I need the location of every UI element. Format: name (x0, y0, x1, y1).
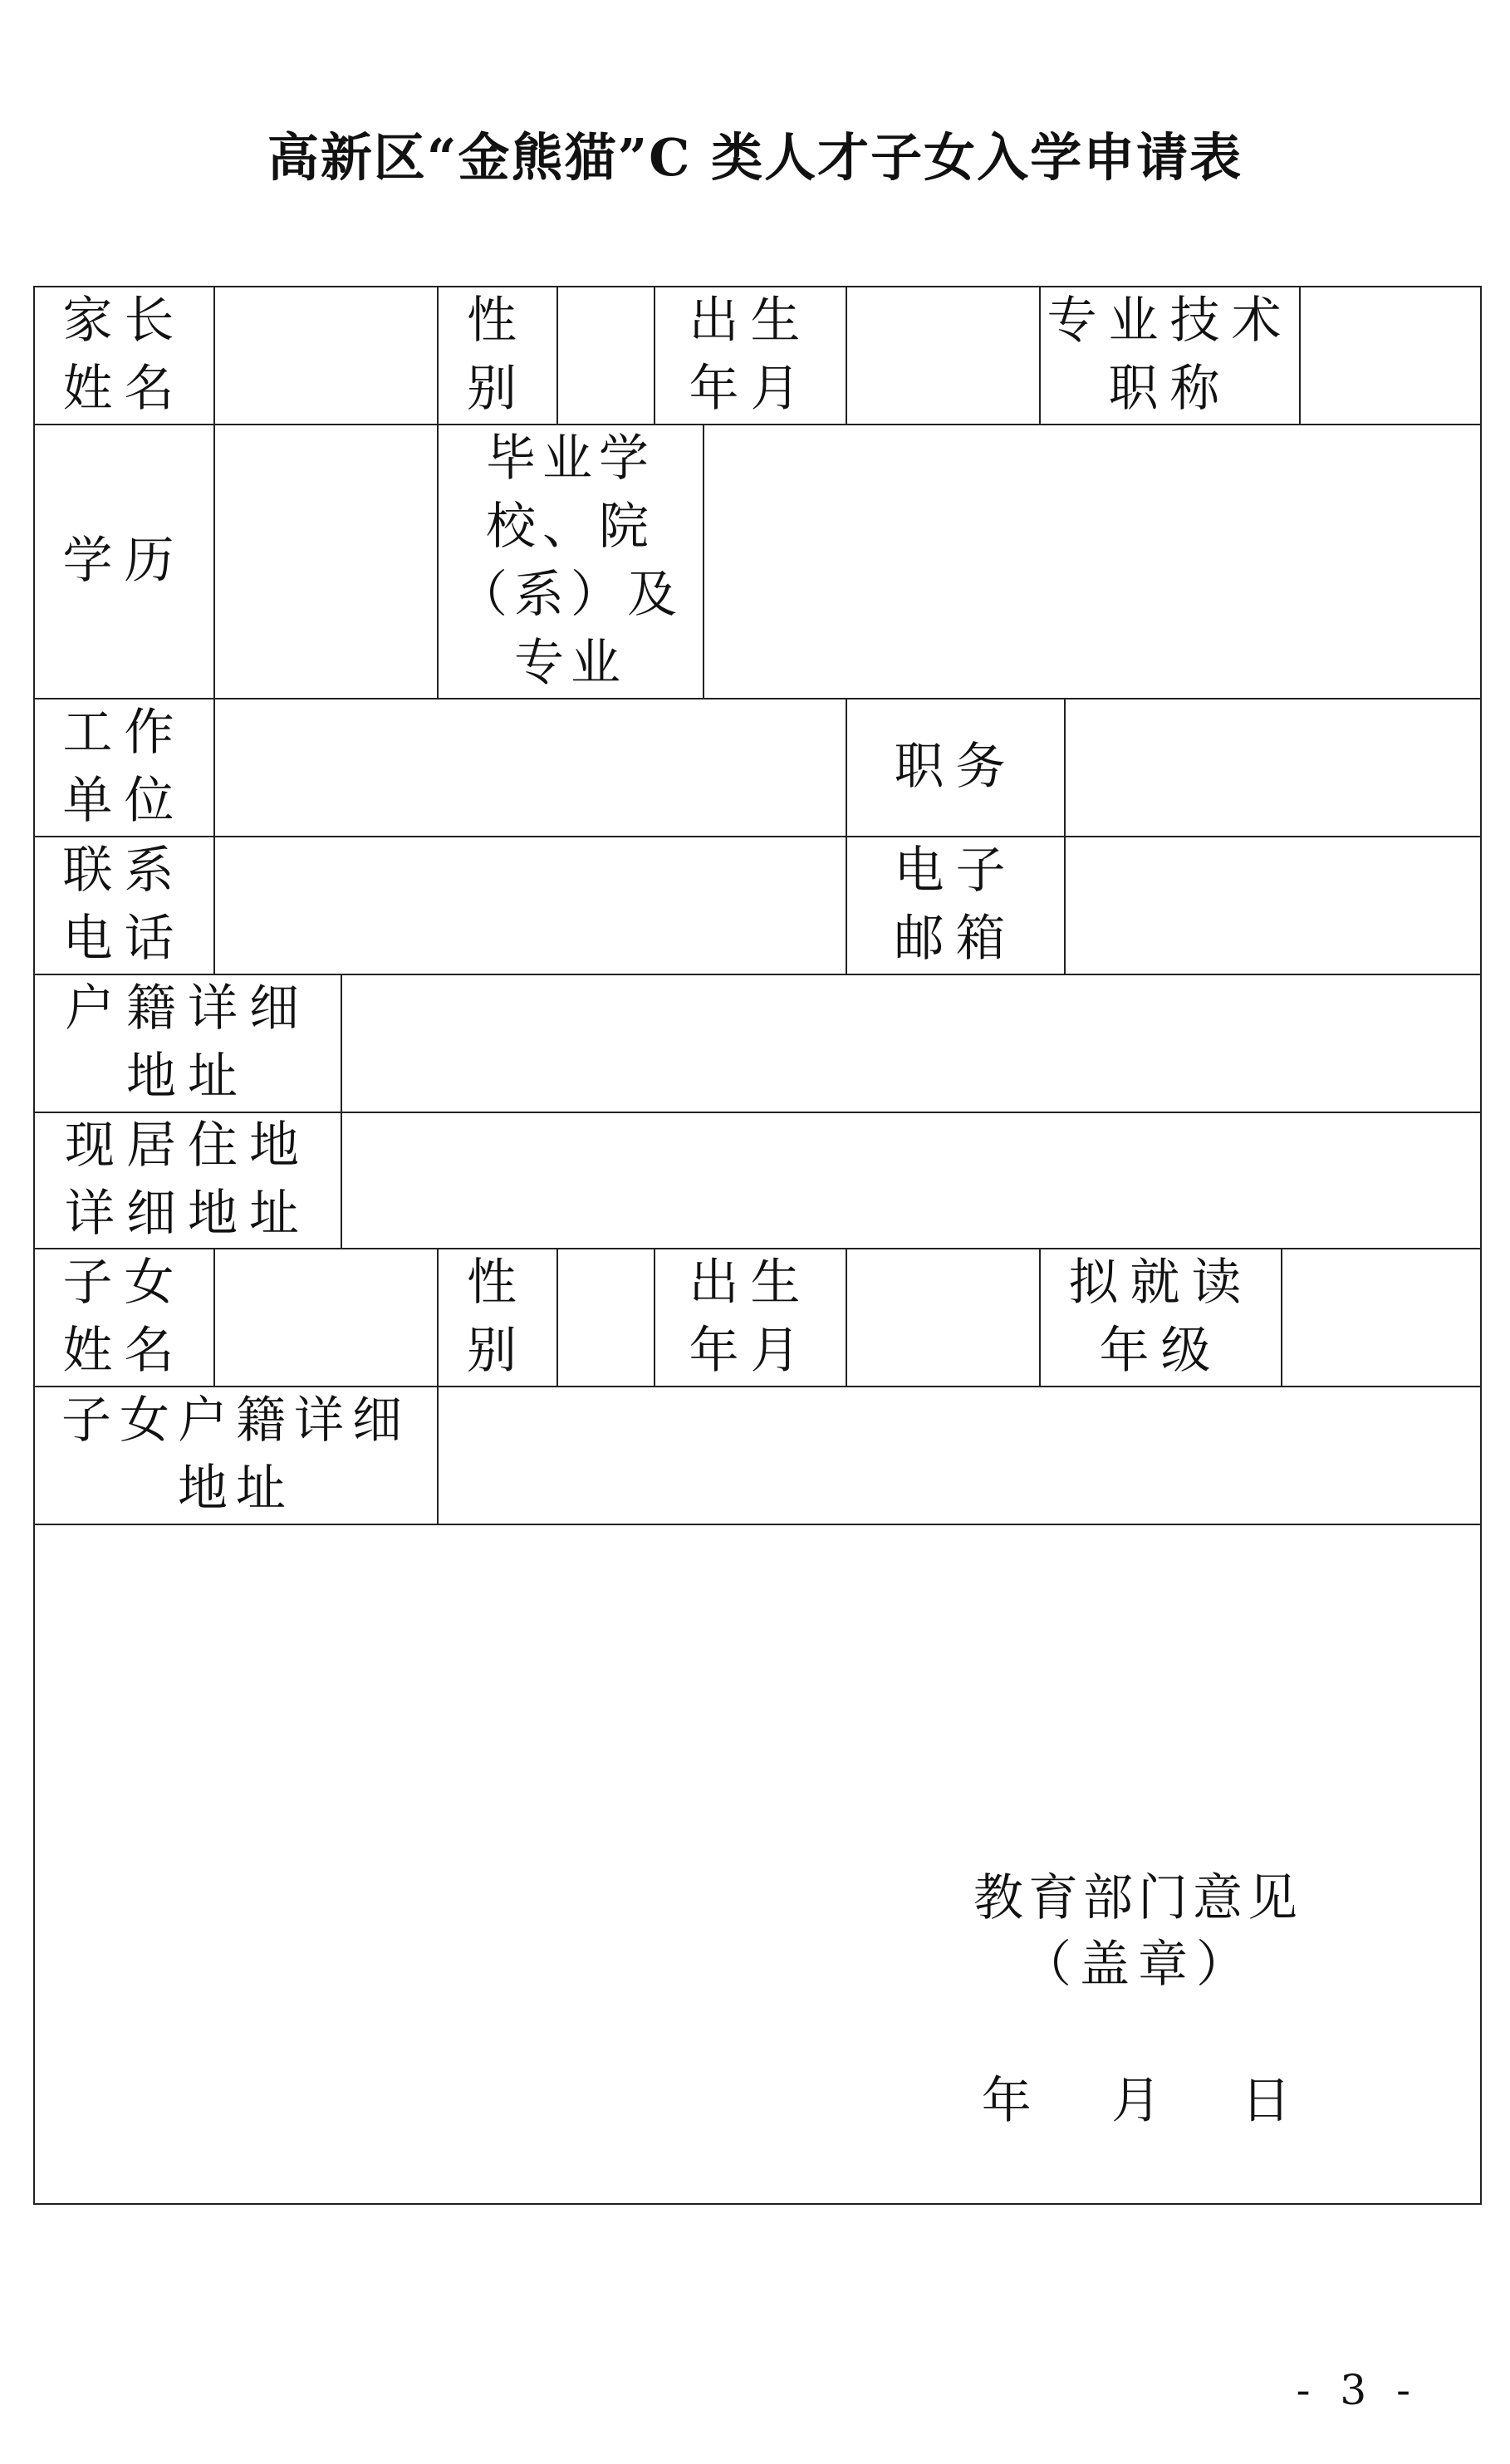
row-divider (33, 1524, 1482, 1525)
cell-divider (556, 1248, 558, 1386)
school-major-field[interactable] (706, 425, 1480, 696)
signature-date: 年 月 日 (981, 2072, 1295, 2130)
education-field[interactable] (217, 425, 435, 696)
child-gender-label: 性 别 (467, 1254, 528, 1380)
child-birth-field[interactable] (849, 1249, 1037, 1384)
cell-divider (213, 698, 215, 974)
cell-divider (213, 424, 215, 698)
cell-divider (556, 286, 558, 424)
education-label: 学历 (62, 532, 186, 590)
seal-note: （盖章） (1022, 1936, 1254, 1994)
opinion-title: 教育部门意见 (973, 1869, 1302, 1927)
current-address-label: 现居住地 详细地址 (65, 1117, 311, 1243)
parent-name-label: 家长 姓名 (62, 292, 186, 418)
cell-divider (1064, 698, 1066, 974)
page-number: - 3 - (1296, 2366, 1419, 2414)
child-name-label: 子女 姓名 (62, 1254, 186, 1380)
position-field[interactable] (1067, 699, 1480, 834)
cell-divider (1299, 286, 1301, 424)
child-gender-field[interactable] (560, 1249, 652, 1384)
current-address-field[interactable] (344, 1113, 1480, 1246)
parent-gender-label: 性 别 (467, 292, 528, 418)
hukou-address-field[interactable] (344, 975, 1480, 1110)
cell-divider (341, 974, 342, 1248)
professional-title-field[interactable] (1302, 287, 1480, 422)
cell-divider (846, 286, 847, 424)
child-name-field[interactable] (217, 1249, 435, 1384)
cell-divider (213, 1248, 215, 1386)
cell-divider (846, 698, 847, 974)
cell-divider (654, 286, 655, 424)
cell-divider (437, 1386, 439, 1524)
hukou-address-label: 户籍详细 地址 (65, 979, 311, 1106)
email-field[interactable] (1067, 837, 1480, 972)
cell-divider (1039, 286, 1041, 424)
grade-field[interactable] (1284, 1249, 1480, 1384)
work-unit-label: 工作 单位 (62, 704, 186, 830)
work-unit-field[interactable] (217, 699, 844, 834)
form-title: 高新区“金熊猫”C 类人才子女入学申请表 (267, 127, 1243, 188)
cell-divider (1281, 1248, 1282, 1386)
parent-name-field[interactable] (217, 287, 435, 422)
child-hukou-label: 子女户籍详细 地址 (61, 1392, 410, 1518)
grade-label: 拟就读 年级 (1068, 1254, 1253, 1380)
cell-divider (654, 1248, 655, 1386)
parent-birth-label: 出生 年月 (689, 292, 812, 418)
parent-gender-field[interactable] (560, 287, 652, 422)
phone-label: 联系 电话 (62, 842, 186, 968)
child-birth-label: 出生 年月 (689, 1254, 812, 1380)
cell-divider (437, 1248, 439, 1386)
cell-divider (213, 286, 215, 424)
professional-title-label: 专业技术 职称 (1047, 292, 1293, 418)
phone-field[interactable] (217, 837, 844, 972)
email-label: 电子 邮箱 (894, 842, 1017, 968)
cell-divider (437, 424, 439, 698)
cell-divider (1039, 1248, 1041, 1386)
school-major-label: 毕业学 校、院 （系）及 专业 (458, 429, 684, 692)
parent-birth-field[interactable] (849, 287, 1037, 422)
cell-divider (846, 1248, 847, 1386)
cell-divider (703, 424, 704, 698)
child-hukou-field[interactable] (440, 1387, 1480, 1522)
cell-divider (437, 286, 439, 424)
position-label: 职务 (894, 738, 1017, 796)
